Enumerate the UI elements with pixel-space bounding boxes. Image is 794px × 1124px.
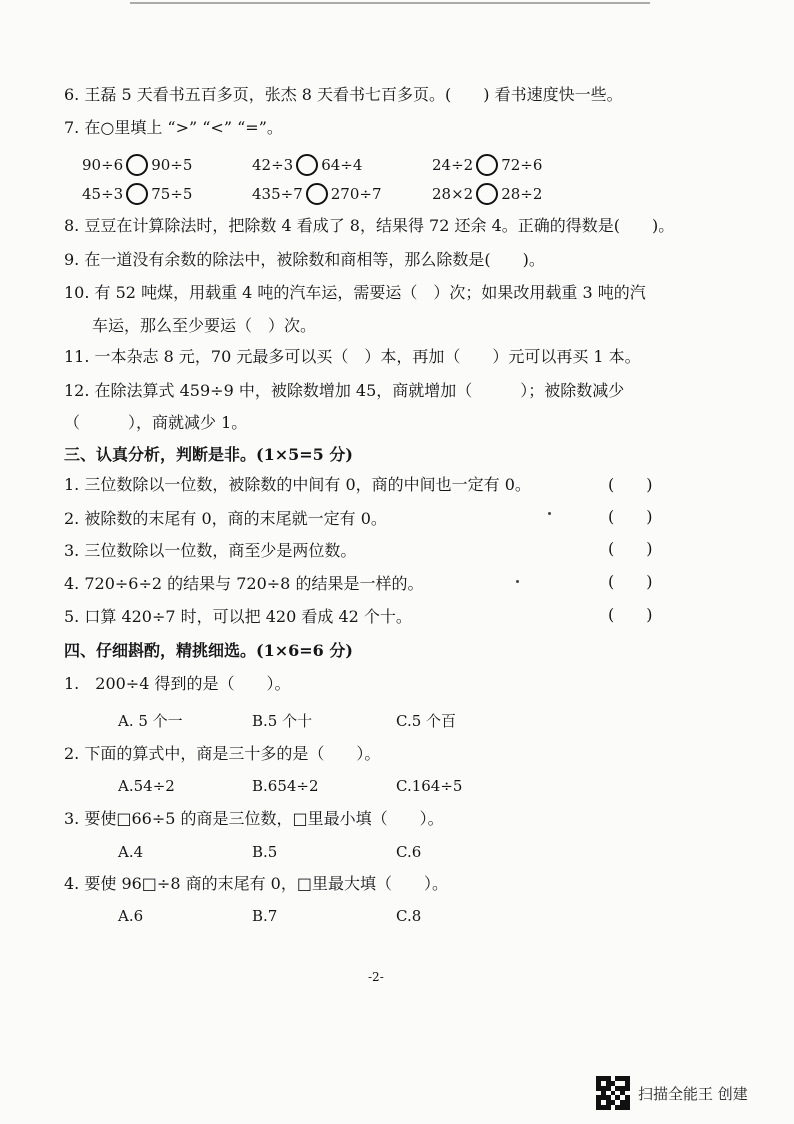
- answer-blank[interactable]: ( ): [608, 507, 653, 526]
- choice-option[interactable]: B.5 个十: [252, 712, 313, 730]
- choice-option[interactable]: A. 5 个一: [118, 712, 183, 730]
- comparison-right: 90÷5: [151, 156, 193, 174]
- blank-circle[interactable]: [476, 154, 498, 176]
- comparison-left: 45÷3: [82, 185, 124, 203]
- answer-blank[interactable]: ( ): [608, 539, 653, 558]
- comparison-3: [432, 154, 542, 176]
- question-9: 9. 在一道没有余数的除法中，被除数和商相等，那么除数是( )。: [64, 250, 545, 269]
- comparison-right: 28÷2: [501, 185, 543, 203]
- blank-circle[interactable]: [126, 183, 148, 205]
- judgment-4: 4. 720÷6÷2 的结果与 720÷8 的结果是一样的。: [64, 574, 424, 593]
- choice-option[interactable]: B.7: [252, 907, 278, 925]
- question-7: 7. 在○里填上 “>” “<” “=”。: [64, 118, 283, 137]
- question-8: 8. 豆豆在计算除法时，把除数 4 看成了 8，结果得 72 还余 4。正确的得数是( )。: [64, 216, 675, 235]
- comparison-left: 24÷2: [432, 156, 474, 174]
- comparison-5: [252, 183, 382, 205]
- comparison-left: 28×2: [432, 185, 474, 203]
- page-number: -2-: [368, 970, 384, 984]
- choice-option[interactable]: B.654÷2: [252, 777, 319, 795]
- comparison-right: 64÷4: [321, 156, 363, 174]
- section-4-heading: 四、仔细斟酌，精挑细选。(1×6=6 分): [64, 641, 353, 660]
- scanner-footer: [596, 1076, 748, 1110]
- comparison-6: [432, 183, 542, 205]
- comparison-right: 72÷6: [501, 156, 543, 174]
- comparison-1: [82, 154, 192, 176]
- judgment-2: 2. 被除数的末尾有 0，商的末尾就一定有 0。: [64, 509, 387, 528]
- blank-circle[interactable]: [126, 154, 148, 176]
- top-rule: [130, 2, 650, 4]
- comparison-right: 75÷5: [151, 185, 193, 203]
- comparison-left: 435÷7: [252, 185, 303, 203]
- choice-option[interactable]: C.164÷5: [396, 777, 463, 795]
- choice-option[interactable]: A.54÷2: [118, 777, 175, 795]
- blank-circle[interactable]: [306, 183, 328, 205]
- comparison-4: [82, 183, 192, 205]
- blank-circle[interactable]: [476, 183, 498, 205]
- section-3-heading: 三、认真分析，判断是非。(1×5=5 分): [64, 445, 353, 464]
- question-10-line-1: 10. 有 52 吨煤，用载重 4 吨的汽车运，需要运（ ）次；如果改用载重 3 吨的汽: [64, 283, 646, 302]
- judgment-3: 3. 三位数除以一位数，商至少是两位数。: [64, 541, 357, 560]
- judgment-5: 5. 口算 420÷7 时，可以把 420 看成 42 个十。: [64, 607, 412, 626]
- answer-blank[interactable]: ( ): [608, 605, 653, 624]
- choice-option[interactable]: C.6: [396, 843, 422, 861]
- comparison-left: 90÷6: [82, 156, 124, 174]
- choice-question-3: 3. 要使□66÷5 的商是三位数，□里最小填（ ）。: [64, 809, 444, 828]
- choice-option[interactable]: C.5 个百: [396, 712, 457, 730]
- choice-option[interactable]: B.5: [252, 843, 278, 861]
- answer-blank[interactable]: ( ): [608, 572, 653, 591]
- scan-speck: [516, 580, 519, 583]
- choice-option[interactable]: A.4: [118, 843, 144, 861]
- choice-option[interactable]: A.6: [118, 907, 144, 925]
- qr-code-icon: [596, 1076, 630, 1110]
- question-10-line-2: 车运，那么至少要运（ ）次。: [92, 316, 317, 335]
- question-6: 6. 王磊 5 天看书五百多页，张杰 8 天看书七百多页。( ) 看书速度快一些。: [64, 85, 623, 104]
- comparison-left: 42÷3: [252, 156, 294, 174]
- choice-question-4: 4. 要使 96□÷8 商的末尾有 0，□里最大填（ ）。: [64, 874, 448, 893]
- comparison-right: 270÷7: [330, 185, 382, 203]
- scanner-label: 扫描全能王 创建: [638, 1084, 748, 1103]
- answer-blank[interactable]: ( ): [608, 475, 653, 494]
- choice-option[interactable]: C.8: [396, 907, 422, 925]
- judgment-1: 1. 三位数除以一位数，被除数的中间有 0，商的中间也一定有 0。: [64, 475, 531, 494]
- question-11: 11. 一本杂志 8 元，70 元最多可以买（ ）本，再加（ ）元可以再买 1 本。: [64, 347, 641, 366]
- choice-question-2: 2. 下面的算式中，商是三十多的是（ ）。: [64, 744, 381, 763]
- question-12-line-2: （ ），商就减少 1。: [64, 413, 248, 432]
- scan-speck: [548, 512, 551, 515]
- question-12-line-1: 12. 在除法算式 459÷9 中，被除数增加 45，商就增加（ ）；被除数减少: [64, 381, 625, 400]
- blank-circle[interactable]: [296, 154, 318, 176]
- choice-question-1: 1. 200÷4 得到的是（ ）。: [64, 674, 291, 693]
- comparison-2: [252, 154, 362, 176]
